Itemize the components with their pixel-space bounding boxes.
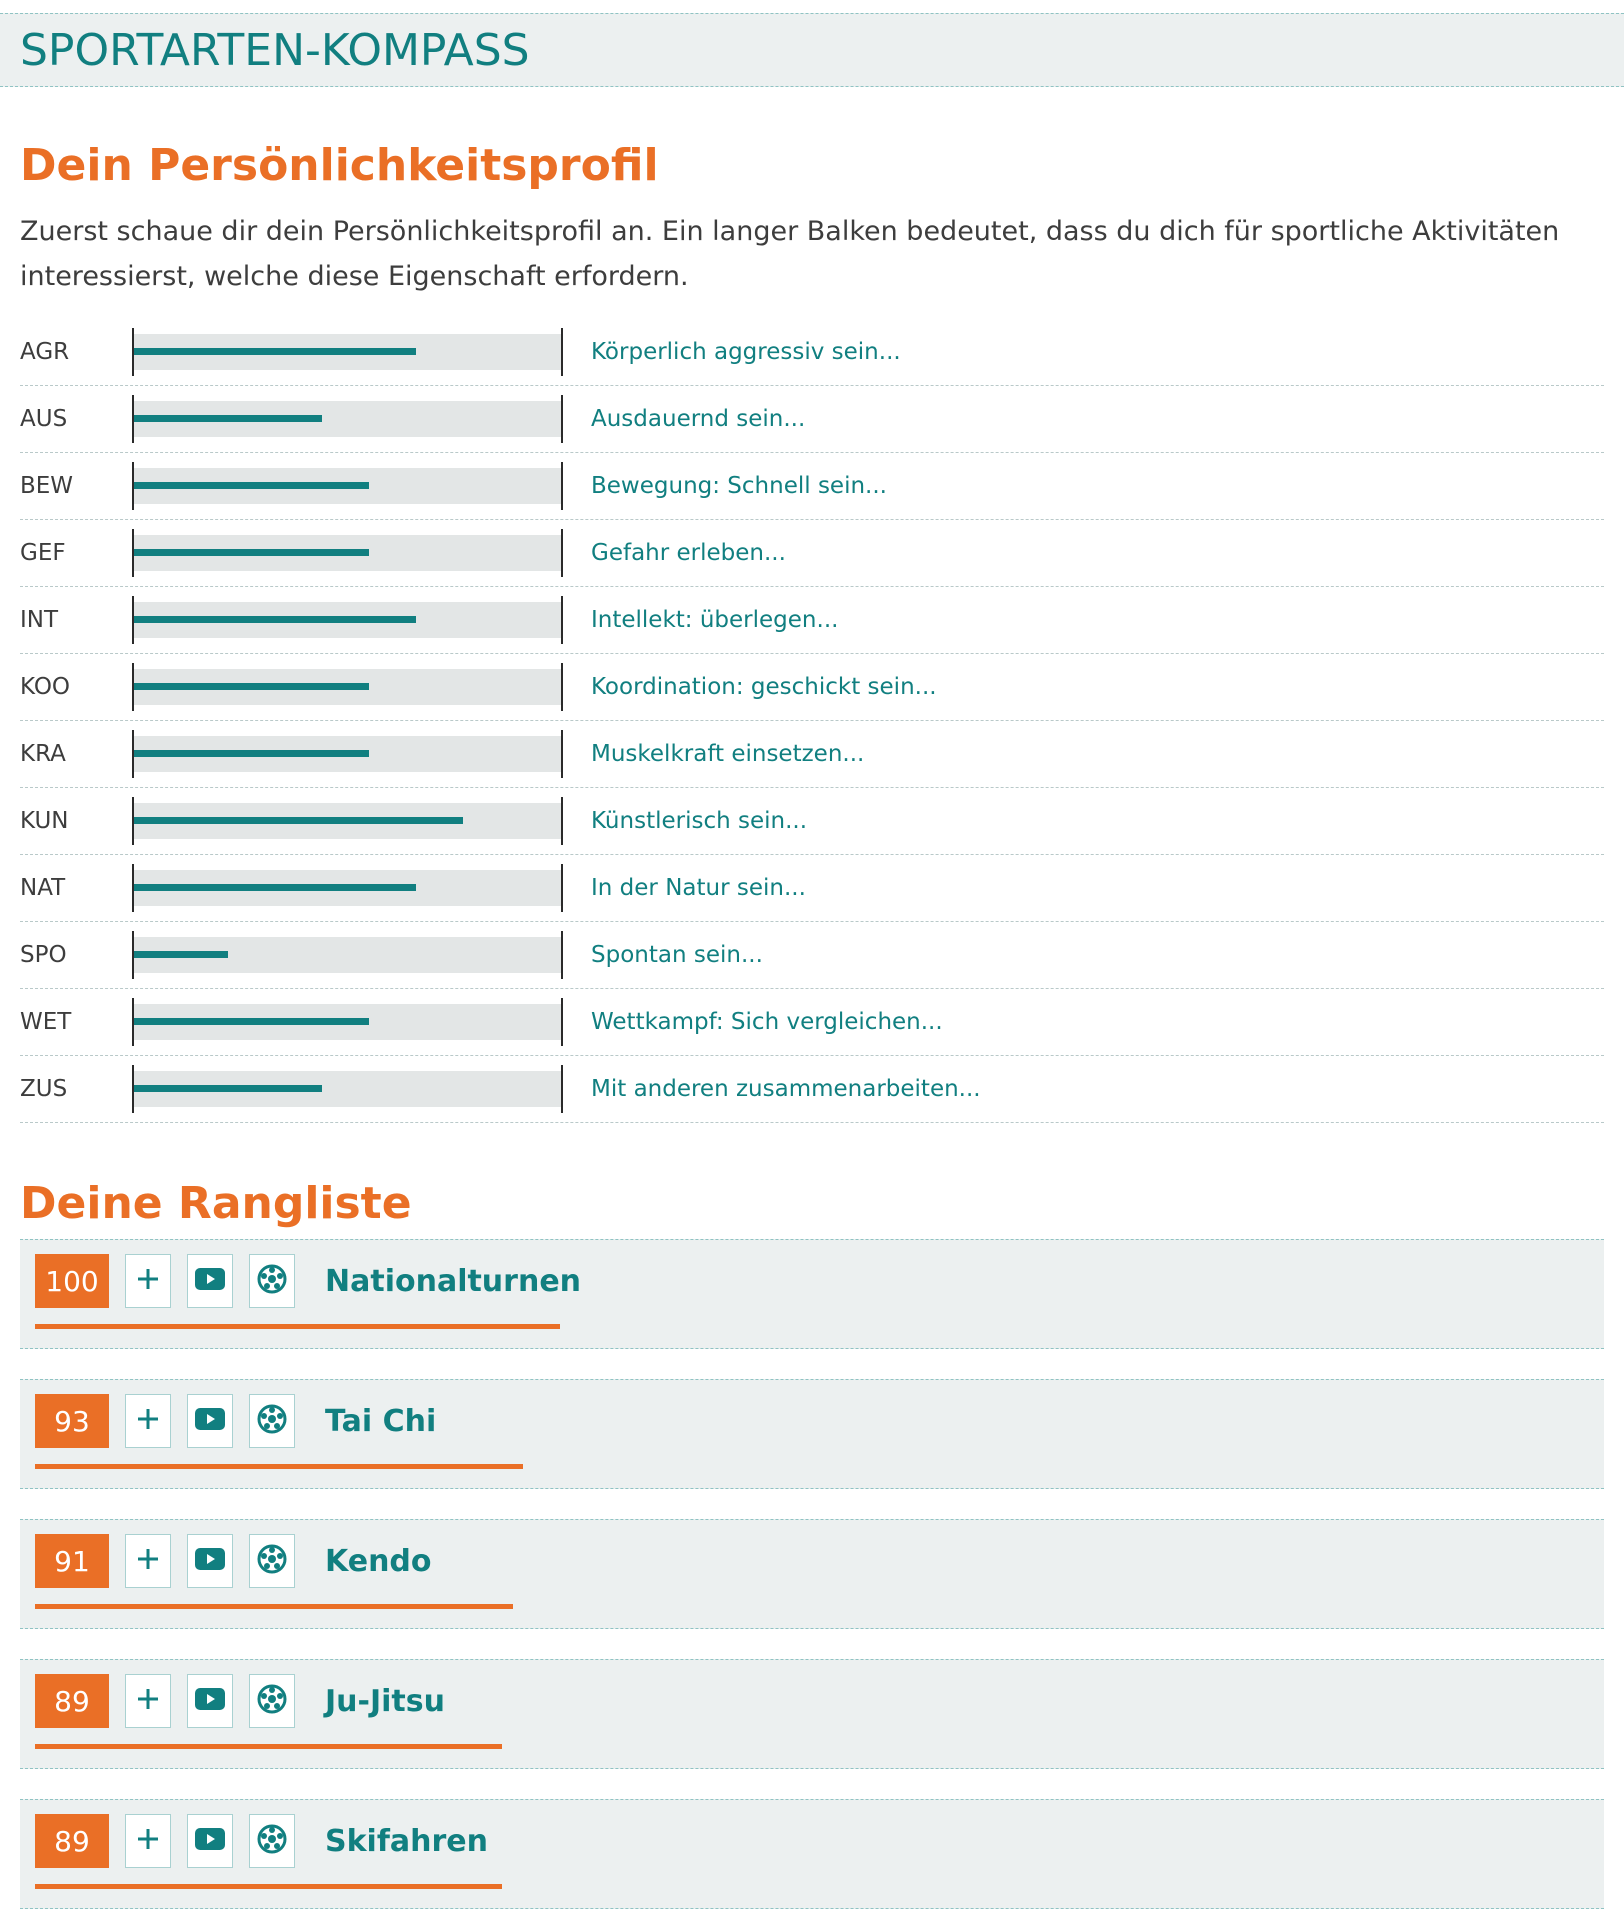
- trait-code: GEF: [20, 540, 66, 566]
- trait-code: AUS: [20, 406, 68, 432]
- trait-row: [20, 319, 1604, 386]
- trait-row: [20, 386, 1604, 453]
- plus-icon: [136, 1827, 160, 1855]
- youtube-icon: [195, 1688, 225, 1714]
- ranking-item-row: [35, 1674, 445, 1728]
- trait-bar-track: [132, 1071, 561, 1107]
- trait-description-link[interactable]: Wettkampf: Sich vergleichen...: [591, 1009, 943, 1035]
- trait-bar-track: [132, 1004, 561, 1040]
- ranking-item: [20, 1239, 1604, 1349]
- app-header: [0, 13, 1624, 87]
- trait-bar-fill: [134, 951, 228, 958]
- trait-row: [20, 1056, 1604, 1123]
- trait-description-link[interactable]: Koordination: geschickt sein...: [591, 674, 937, 700]
- trait-bar-track: [132, 937, 561, 973]
- score-bar: [35, 1884, 502, 1889]
- add-button[interactable]: [125, 1534, 171, 1588]
- profile-title: Dein Persönlichkeitsprofil: [20, 140, 659, 191]
- trait-bar-fill: [134, 817, 463, 824]
- profile-section: [0, 131, 1624, 1909]
- sport-name[interactable]: Kendo: [325, 1543, 432, 1579]
- trait-row: [20, 855, 1604, 922]
- add-button[interactable]: [125, 1394, 171, 1448]
- profile-intro: Zuerst schaue dir dein Persönlichkeitsprofil an. Ein langer Balken bedeutet, dass du dich für sportliche Aktivitäten interessierst, welche diese Eigenschaft erfordern.: [20, 216, 1560, 292]
- trait-row: [20, 922, 1604, 989]
- sport-info-button[interactable]: [249, 1254, 295, 1308]
- score-badge: 100: [35, 1254, 109, 1308]
- ranking-item-row: [35, 1814, 488, 1868]
- trait-bar-fill: [134, 750, 369, 757]
- score-bar: [35, 1324, 560, 1329]
- trait-bar-fill: [134, 415, 322, 422]
- trait-bar-fill: [134, 1018, 369, 1025]
- trait-description-link[interactable]: Körperlich aggressiv sein...: [591, 339, 901, 365]
- trait-description-link[interactable]: Ausdauernd sein...: [591, 406, 806, 432]
- ranking-list: [20, 1239, 1604, 1909]
- trait-bar-fill: [134, 549, 369, 556]
- ranking-item: [20, 1799, 1604, 1909]
- sport-info-button[interactable]: [249, 1394, 295, 1448]
- sport-name[interactable]: Tai Chi: [325, 1403, 437, 1439]
- score-bar: [35, 1604, 513, 1609]
- score-badge: 91: [35, 1534, 109, 1588]
- trait-bar-track: [132, 669, 561, 705]
- soccer-ball-icon: [257, 1404, 287, 1438]
- video-button[interactable]: [187, 1534, 233, 1588]
- soccer-ball-icon: [257, 1684, 287, 1718]
- ranking-item: [20, 1659, 1604, 1769]
- trait-bar-track: [132, 602, 561, 638]
- trait-code: BEW: [20, 473, 74, 499]
- ranking-title: Deine Rangliste: [20, 1178, 412, 1229]
- trait-description-link[interactable]: Muskelkraft einsetzen...: [591, 741, 865, 767]
- ranking-item: [20, 1519, 1604, 1629]
- trait-description-link[interactable]: Bewegung: Schnell sein...: [591, 473, 887, 499]
- video-button[interactable]: [187, 1254, 233, 1308]
- sport-info-button[interactable]: [249, 1534, 295, 1588]
- trait-description-link[interactable]: Intellekt: überlegen...: [591, 607, 839, 633]
- trait-row: [20, 587, 1604, 654]
- trait-description-link[interactable]: In der Natur sein...: [591, 875, 806, 901]
- trait-bar-track: [132, 870, 561, 906]
- score-badge: 93: [35, 1394, 109, 1448]
- trait-description-link[interactable]: Künstlerisch sein...: [591, 808, 808, 834]
- add-button[interactable]: [125, 1814, 171, 1868]
- trait-row: [20, 788, 1604, 855]
- soccer-ball-icon: [257, 1824, 287, 1858]
- score-badge: 89: [35, 1674, 109, 1728]
- trait-bar-fill: [134, 482, 369, 489]
- trait-bar-fill: [134, 884, 416, 891]
- trait-bar-fill: [134, 1085, 322, 1092]
- trait-row: [20, 654, 1604, 721]
- trait-bar-fill: [134, 348, 416, 355]
- trait-description-link[interactable]: Spontan sein...: [591, 942, 763, 968]
- trait-code: AGR: [20, 339, 70, 365]
- sport-name[interactable]: Ju-Jitsu: [325, 1683, 445, 1719]
- trait-code: WET: [20, 1009, 72, 1035]
- score-bar: [35, 1464, 523, 1469]
- trait-description-link[interactable]: Gefahr erleben...: [591, 540, 786, 566]
- trait-code: KRA: [20, 741, 66, 767]
- trait-bar-track: [132, 468, 561, 504]
- trait-row: [20, 453, 1604, 520]
- sport-name[interactable]: Skifahren: [325, 1823, 488, 1859]
- add-button[interactable]: [125, 1254, 171, 1308]
- add-button[interactable]: [125, 1674, 171, 1728]
- sport-info-button[interactable]: [249, 1814, 295, 1868]
- ranking-item: [20, 1379, 1604, 1489]
- trait-bar-track: [132, 535, 561, 571]
- trait-description-link[interactable]: Mit anderen zusammenarbeiten...: [591, 1076, 981, 1102]
- video-button[interactable]: [187, 1814, 233, 1868]
- trait-row: [20, 721, 1604, 788]
- trait-code: KOO: [20, 674, 71, 700]
- trait-code: NAT: [20, 875, 66, 901]
- trait-bar-track: [132, 334, 561, 370]
- soccer-ball-icon: [257, 1544, 287, 1578]
- youtube-icon: [195, 1408, 225, 1434]
- trait-code: SPO: [20, 942, 67, 968]
- youtube-icon: [195, 1268, 225, 1294]
- sport-info-button[interactable]: [249, 1674, 295, 1728]
- youtube-icon: [195, 1828, 225, 1854]
- plus-icon: [136, 1407, 160, 1435]
- score-badge: 89: [35, 1814, 109, 1868]
- plus-icon: [136, 1687, 160, 1715]
- trait-bar-track: [132, 803, 561, 839]
- trait-bar-fill: [134, 683, 369, 690]
- trait-bar-track: [132, 401, 561, 437]
- app-title: SPORTARTEN-KOMPASS: [20, 24, 530, 76]
- video-button[interactable]: [187, 1674, 233, 1728]
- plus-icon: [136, 1267, 160, 1295]
- sport-name[interactable]: Nationalturnen: [325, 1263, 582, 1299]
- trait-bar-fill: [134, 616, 416, 623]
- trait-row: [20, 989, 1604, 1056]
- trait-bar-track: [132, 736, 561, 772]
- ranking-item-row: [35, 1534, 432, 1588]
- youtube-icon: [195, 1548, 225, 1574]
- score-bar: [35, 1744, 502, 1749]
- trait-code: ZUS: [20, 1076, 68, 1102]
- trait-list: [20, 319, 1604, 1123]
- video-button[interactable]: [187, 1394, 233, 1448]
- trait-row: [20, 520, 1604, 587]
- trait-code: INT: [20, 607, 59, 633]
- soccer-ball-icon: [257, 1264, 287, 1298]
- ranking-item-row: [35, 1394, 436, 1448]
- plus-icon: [136, 1547, 160, 1575]
- ranking-item-row: [35, 1254, 581, 1308]
- trait-code: KUN: [20, 808, 69, 834]
